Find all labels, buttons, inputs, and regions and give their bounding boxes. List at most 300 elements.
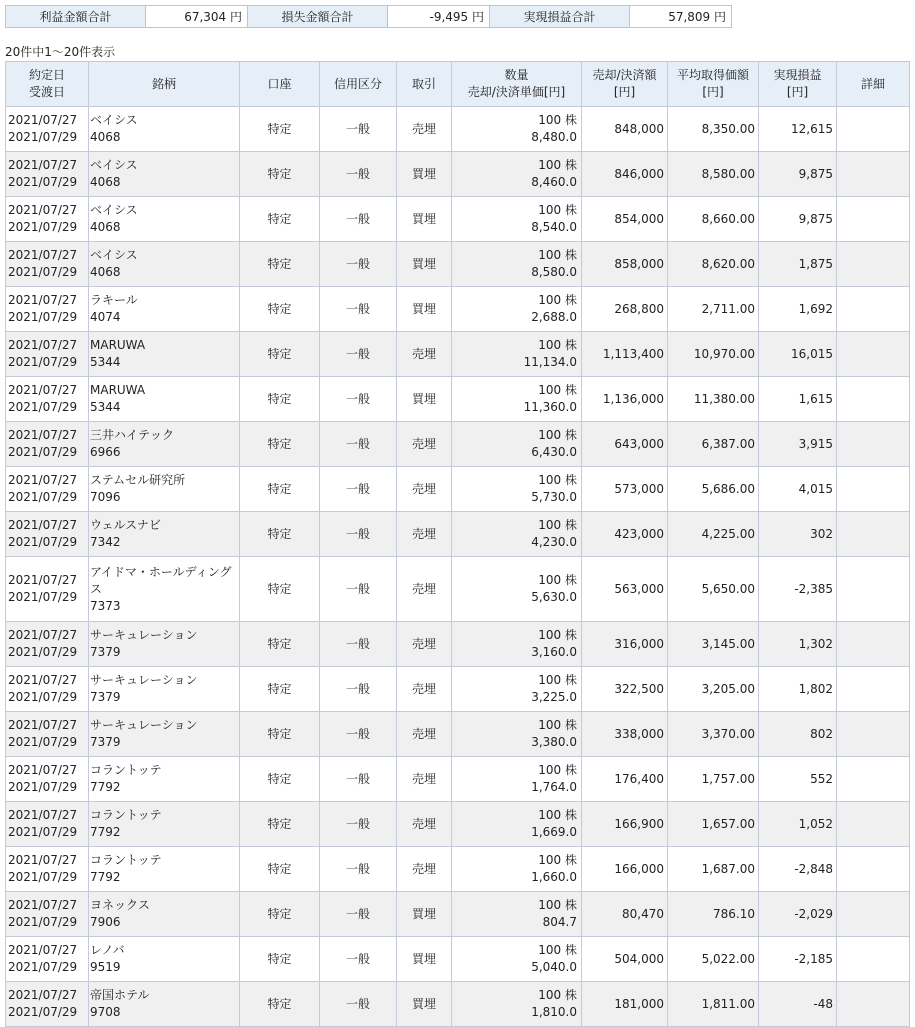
cell-detail: [837, 622, 910, 667]
cell-price: 5,630.0: [531, 590, 577, 604]
cell-qty: 100 株: [538, 898, 577, 912]
cell-stock: [89, 467, 240, 512]
cell-credit: 一般: [320, 847, 397, 892]
cell-pnl: 1,615: [759, 377, 837, 422]
cell-qty-price: [452, 467, 582, 512]
cell-code: 4074: [90, 310, 121, 324]
cell-qty-price: [452, 107, 582, 152]
cell-trade: 買埋: [397, 937, 452, 982]
cell-stock: [89, 757, 240, 802]
cell-trade: 買埋: [397, 152, 452, 197]
cell-stock: [89, 152, 240, 197]
header-pnl-1: 実現損益: [773, 68, 822, 82]
cell-name: MARUWA: [90, 338, 146, 352]
cell-qty-price: [452, 512, 582, 557]
cell-trade-date: 2021/07/27: [8, 763, 78, 777]
cell-price: 5,730.0: [531, 490, 577, 504]
table-row: [6, 667, 910, 712]
cell-trade-date: 2021/07/27: [8, 718, 78, 732]
cell-qty-price: [452, 847, 582, 892]
cell-pnl: -2,848: [759, 847, 837, 892]
cell-qty-price: [452, 152, 582, 197]
cell-qty: 100 株: [538, 718, 577, 732]
cell-price: 3,160.0: [531, 645, 577, 659]
cell-trade: 売埋: [397, 757, 452, 802]
table-row: [6, 107, 910, 152]
table-row: [6, 622, 910, 667]
cell-detail: [837, 937, 910, 982]
table-row: [6, 332, 910, 377]
cell-pnl: -2,029: [759, 892, 837, 937]
cell-amount: 1,136,000: [582, 377, 668, 422]
cell-code: 4068: [90, 175, 121, 189]
cell-avg-cost: 6,387.00: [668, 422, 759, 467]
cell-credit: 一般: [320, 667, 397, 712]
header-qty-2: 売却/決済単価[円]: [467, 85, 566, 99]
cell-name: ベイシス: [90, 158, 138, 172]
cell-pnl: 1,692: [759, 287, 837, 332]
cell-pnl: 1,302: [759, 622, 837, 667]
cell-avg-cost: 11,380.00: [668, 377, 759, 422]
header-settle-date: 受渡日: [28, 85, 65, 99]
cell-settle-date: 2021/07/29: [8, 310, 78, 324]
cell-pnl: 302: [759, 512, 837, 557]
cell-avg-cost: 4,225.00: [668, 512, 759, 557]
cell-qty: 100 株: [538, 853, 577, 867]
cell-dates: [6, 512, 89, 557]
cell-amount: 1,113,400: [582, 332, 668, 377]
cell-qty-price: [452, 622, 582, 667]
cell-trade: 買埋: [397, 377, 452, 422]
cell-account: 特定: [240, 422, 320, 467]
cell-qty: 100 株: [538, 203, 577, 217]
cell-trade-date: 2021/07/27: [8, 428, 78, 442]
cell-price: 2,688.0: [531, 310, 577, 324]
cell-code: 7379: [90, 690, 121, 704]
cell-trade-date: 2021/07/27: [8, 988, 78, 1002]
cell-dates: [6, 712, 89, 757]
cell-dates: [6, 332, 89, 377]
cell-code: 7792: [90, 870, 121, 884]
cell-name: ベイシス: [90, 203, 138, 217]
cell-avg-cost: 3,370.00: [668, 712, 759, 757]
cell-trade: 売埋: [397, 667, 452, 712]
cell-name: ヨネックス: [90, 898, 150, 912]
cell-credit: 一般: [320, 892, 397, 937]
cell-account: 特定: [240, 332, 320, 377]
cell-code: 7373: [90, 598, 121, 613]
cell-name: 三井ハイテック: [90, 428, 175, 442]
cell-code: 4068: [90, 265, 121, 279]
cell-name: ステムセル研究所: [90, 473, 186, 487]
cell-account: 特定: [240, 512, 320, 557]
cell-detail: [837, 152, 910, 197]
cell-stock: [89, 847, 240, 892]
cell-settle-date: 2021/07/29: [8, 130, 78, 144]
cell-dates: [6, 197, 89, 242]
cell-qty: 100 株: [538, 158, 577, 172]
cell-credit: 一般: [320, 107, 397, 152]
cell-account: 特定: [240, 802, 320, 847]
cell-pnl: 802: [759, 712, 837, 757]
header-pnl-2: [円]: [786, 85, 809, 99]
cell-name: サーキュレーション: [90, 718, 198, 732]
cell-account: 特定: [240, 937, 320, 982]
cell-avg-cost: 5,686.00: [668, 467, 759, 512]
cell-pnl: 9,875: [759, 197, 837, 242]
loss-total-value: -9,495 円: [388, 6, 490, 28]
cell-qty: 100 株: [538, 673, 577, 687]
cell-avg-cost: 1,657.00: [668, 802, 759, 847]
cell-stock: [89, 242, 240, 287]
cell-dates: [6, 242, 89, 287]
cell-amount: 166,900: [582, 802, 668, 847]
cell-detail: [837, 892, 910, 937]
cell-detail: [837, 712, 910, 757]
cell-settle-date: 2021/07/29: [8, 960, 78, 974]
cell-dates: [6, 667, 89, 712]
cell-avg-cost: 8,660.00: [668, 197, 759, 242]
cell-name: コラントッテ: [90, 853, 162, 867]
table-row: [6, 512, 910, 557]
cell-qty-price: [452, 892, 582, 937]
cell-price: 8,540.0: [531, 220, 577, 234]
cell-stock: [89, 667, 240, 712]
cell-price: 5,040.0: [531, 960, 577, 974]
cell-price: 1,810.0: [531, 1005, 577, 1019]
cell-account: 特定: [240, 757, 320, 802]
cell-stock: [89, 287, 240, 332]
cell-code: 4068: [90, 220, 121, 234]
cell-dates: [6, 622, 89, 667]
cell-account: 特定: [240, 242, 320, 287]
cell-trade-date: 2021/07/27: [8, 248, 78, 262]
cell-stock: [89, 802, 240, 847]
cell-name: MARUWA: [90, 383, 146, 397]
cell-stock: [89, 557, 240, 622]
realized-pnl-table: [5, 61, 910, 1027]
header-detail: 詳細: [837, 62, 910, 107]
cell-avg-cost: 5,650.00: [668, 557, 759, 622]
cell-code: 5344: [90, 400, 121, 414]
cell-account: 特定: [240, 377, 320, 422]
table-row: [6, 802, 910, 847]
cell-trade-date: 2021/07/27: [8, 518, 78, 532]
cell-account: 特定: [240, 287, 320, 332]
cell-settle-date: 2021/07/29: [8, 490, 78, 504]
cell-dates: [6, 757, 89, 802]
cell-credit: 一般: [320, 422, 397, 467]
cell-name: ベイシス: [90, 248, 138, 262]
cell-avg-cost: 3,205.00: [668, 667, 759, 712]
cell-trade-date: 2021/07/27: [8, 808, 78, 822]
cell-amount: 643,000: [582, 422, 668, 467]
cell-trade: 売埋: [397, 802, 452, 847]
cell-trade: 買埋: [397, 892, 452, 937]
cell-amount: 846,000: [582, 152, 668, 197]
cell-credit: 一般: [320, 467, 397, 512]
cell-amount: 848,000: [582, 107, 668, 152]
cell-amount: 166,000: [582, 847, 668, 892]
cell-qty-price: [452, 557, 582, 622]
cell-account: 特定: [240, 557, 320, 622]
cell-settle-date: 2021/07/29: [8, 780, 78, 794]
cell-avg-cost: 3,145.00: [668, 622, 759, 667]
cell-avg-cost: 10,970.00: [668, 332, 759, 377]
cell-amount: 854,000: [582, 197, 668, 242]
cell-price: 8,580.0: [531, 265, 577, 279]
cell-name: サーキュレーション: [90, 673, 198, 687]
cell-credit: 一般: [320, 982, 397, 1027]
cell-name: ベイシス: [90, 113, 138, 127]
cell-account: 特定: [240, 467, 320, 512]
cell-price: 3,380.0: [531, 735, 577, 749]
cell-qty: 100 株: [538, 113, 577, 127]
cell-code: 7792: [90, 780, 121, 794]
cell-pnl: -2,385: [759, 557, 837, 622]
cell-account: 特定: [240, 892, 320, 937]
cell-name: ウェルスナビ: [90, 518, 161, 532]
cell-stock: [89, 107, 240, 152]
cell-trade: 売埋: [397, 622, 452, 667]
cell-price: 1,669.0: [531, 825, 577, 839]
cell-qty: 100 株: [538, 338, 577, 352]
cell-dates: [6, 557, 89, 622]
table-row: [6, 847, 910, 892]
profit-total-label: 利益金額合計: [6, 6, 146, 28]
cell-trade-date: 2021/07/27: [8, 203, 78, 217]
cell-detail: [837, 667, 910, 712]
cell-credit: 一般: [320, 287, 397, 332]
realized-total-value: 57,809 円: [630, 6, 732, 28]
table-header: [6, 62, 910, 107]
cell-avg-cost: 2,711.00: [668, 287, 759, 332]
table-row: [6, 892, 910, 937]
profit-total-value: 67,304 円: [146, 6, 248, 28]
cell-detail: [837, 377, 910, 422]
cell-account: 特定: [240, 712, 320, 757]
cell-detail: [837, 757, 910, 802]
cell-detail: [837, 197, 910, 242]
cell-trade: 売埋: [397, 712, 452, 757]
cell-price: 8,460.0: [531, 175, 577, 189]
cell-avg-cost: 8,620.00: [668, 242, 759, 287]
header-amount: [582, 62, 668, 107]
cell-pnl: -2,185: [759, 937, 837, 982]
cell-qty-price: [452, 242, 582, 287]
cell-settle-date: 2021/07/29: [8, 825, 78, 839]
cell-stock: [89, 197, 240, 242]
cell-trade-date: 2021/07/27: [8, 383, 78, 397]
cell-trade: 買埋: [397, 242, 452, 287]
cell-settle-date: 2021/07/29: [8, 645, 78, 659]
cell-amount: 80,470: [582, 892, 668, 937]
header-account: 口座: [240, 62, 320, 107]
cell-detail: [837, 242, 910, 287]
cell-credit: 一般: [320, 512, 397, 557]
cell-name: コラントッテ: [90, 808, 162, 822]
cell-pnl: 12,615: [759, 107, 837, 152]
cell-stock: [89, 377, 240, 422]
cell-code: 9708: [90, 1005, 121, 1019]
cell-trade-date: 2021/07/27: [8, 898, 78, 912]
cell-dates: [6, 892, 89, 937]
table-row: [6, 757, 910, 802]
cell-detail: [837, 332, 910, 377]
cell-account: 特定: [240, 667, 320, 712]
cell-stock: [89, 937, 240, 982]
cell-credit: 一般: [320, 937, 397, 982]
cell-detail: [837, 557, 910, 622]
header-amount-2: [円]: [613, 85, 636, 99]
cell-amount: 181,000: [582, 982, 668, 1027]
cell-avg-cost: 1,687.00: [668, 847, 759, 892]
cell-avg-cost: 786.10: [668, 892, 759, 937]
cell-account: 特定: [240, 107, 320, 152]
cell-trade-date: 2021/07/27: [8, 338, 78, 352]
cell-credit: 一般: [320, 197, 397, 242]
cell-qty-price: [452, 757, 582, 802]
realized-total-label: 実現損益合計: [490, 6, 630, 28]
table-row: [6, 152, 910, 197]
cell-trade-date: 2021/07/27: [8, 293, 78, 307]
cell-amount: 573,000: [582, 467, 668, 512]
cell-qty-price: [452, 197, 582, 242]
header-qty: [452, 62, 582, 107]
cell-qty: 100 株: [538, 428, 577, 442]
cell-code: 7792: [90, 825, 121, 839]
cell-qty-price: [452, 287, 582, 332]
table-row: [6, 377, 910, 422]
cell-qty: 100 株: [538, 628, 577, 642]
cell-avg-cost: 1,757.00: [668, 757, 759, 802]
cell-trade-date: 2021/07/27: [8, 113, 78, 127]
cell-qty: 100 株: [538, 573, 577, 587]
cell-trade: 売埋: [397, 847, 452, 892]
cell-settle-date: 2021/07/29: [8, 915, 78, 929]
cell-pnl: 3,915: [759, 422, 837, 467]
cell-qty: 100 株: [538, 383, 577, 397]
table-row: [6, 422, 910, 467]
cell-qty: 100 株: [538, 473, 577, 487]
header-qty-1: 数量: [504, 68, 529, 82]
cell-stock: [89, 512, 240, 557]
cell-avg-cost: 5,022.00: [668, 937, 759, 982]
cell-settle-date: 2021/07/29: [8, 690, 78, 704]
cell-trade: 買埋: [397, 982, 452, 1027]
cell-settle-date: 2021/07/29: [8, 735, 78, 749]
header-dates: [6, 62, 89, 107]
cell-dates: [6, 847, 89, 892]
cell-trade: 売埋: [397, 107, 452, 152]
cell-price: 3,225.0: [531, 690, 577, 704]
cell-qty: 100 株: [538, 293, 577, 307]
cell-credit: 一般: [320, 152, 397, 197]
cell-code: 7096: [90, 490, 121, 504]
cell-account: 特定: [240, 622, 320, 667]
header-pnl: [759, 62, 837, 107]
table-row: [6, 242, 910, 287]
cell-price: 804.7: [542, 915, 577, 929]
cell-qty-price: [452, 712, 582, 757]
cell-qty: 100 株: [538, 518, 577, 532]
cell-code: 4068: [90, 130, 121, 144]
cell-pnl: 4,015: [759, 467, 837, 512]
header-trade-date: 約定日: [28, 68, 65, 82]
cell-account: 特定: [240, 152, 320, 197]
cell-name: サーキュレーション: [90, 628, 198, 642]
header-avg-1: 平均取得価額: [676, 68, 749, 82]
cell-qty: 100 株: [538, 808, 577, 822]
table-row: [6, 197, 910, 242]
cell-detail: [837, 512, 910, 557]
result-count: 20件中1～20件表示: [5, 45, 116, 59]
cell-dates: [6, 982, 89, 1027]
cell-code: 5344: [90, 355, 121, 369]
cell-avg-cost: 8,580.00: [668, 152, 759, 197]
cell-name: ラキール: [90, 293, 138, 307]
cell-settle-date: 2021/07/29: [8, 220, 78, 234]
cell-pnl: -48: [759, 982, 837, 1027]
cell-detail: [837, 287, 910, 332]
cell-qty-price: [452, 332, 582, 377]
cell-code: 6966: [90, 445, 121, 459]
cell-settle-date: 2021/07/29: [8, 400, 78, 414]
cell-amount: 268,800: [582, 287, 668, 332]
cell-dates: [6, 107, 89, 152]
cell-trade-date: 2021/07/27: [8, 158, 78, 172]
cell-trade-date: 2021/07/27: [8, 853, 78, 867]
cell-credit: 一般: [320, 242, 397, 287]
cell-settle-date: 2021/07/29: [8, 445, 78, 459]
cell-amount: 322,500: [582, 667, 668, 712]
summary-bar: [5, 5, 732, 28]
cell-pnl: 1,052: [759, 802, 837, 847]
cell-trade: 売埋: [397, 467, 452, 512]
cell-trade-date: 2021/07/27: [8, 673, 78, 687]
cell-trade-date: 2021/07/27: [8, 573, 78, 587]
cell-trade: 買埋: [397, 287, 452, 332]
cell-trade: 買埋: [397, 197, 452, 242]
cell-code: 9519: [90, 960, 121, 974]
cell-stock: [89, 892, 240, 937]
cell-price: 11,360.0: [523, 400, 577, 414]
cell-qty: 100 株: [538, 763, 577, 777]
cell-stock: [89, 332, 240, 377]
table-row: [6, 937, 910, 982]
cell-settle-date: 2021/07/29: [8, 870, 78, 884]
cell-account: 特定: [240, 197, 320, 242]
table-row: [6, 287, 910, 332]
cell-detail: [837, 422, 910, 467]
cell-credit: 一般: [320, 712, 397, 757]
cell-settle-date: 2021/07/29: [8, 535, 78, 549]
cell-dates: [6, 152, 89, 197]
cell-amount: 858,000: [582, 242, 668, 287]
cell-dates: [6, 287, 89, 332]
cell-name: コラントッテ: [90, 763, 162, 777]
cell-dates: [6, 422, 89, 467]
header-avg: [668, 62, 759, 107]
cell-price: 1,660.0: [531, 870, 577, 884]
cell-settle-date: 2021/07/29: [8, 355, 78, 369]
cell-code: 7342: [90, 535, 121, 549]
cell-detail: [837, 467, 910, 512]
cell-credit: 一般: [320, 757, 397, 802]
cell-code: 7379: [90, 645, 121, 659]
cell-detail: [837, 847, 910, 892]
cell-stock: [89, 712, 240, 757]
